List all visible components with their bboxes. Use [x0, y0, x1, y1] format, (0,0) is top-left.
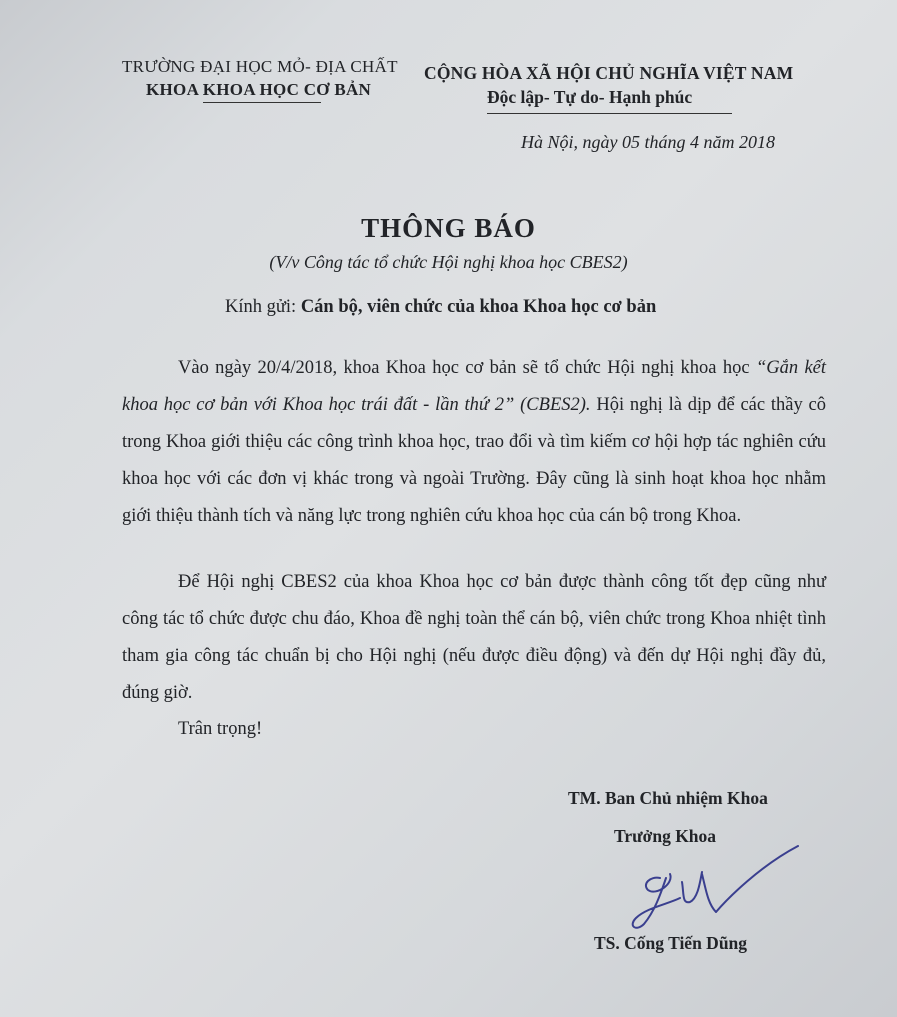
- national-title: CỘNG HÒA XÃ HỘI CHỦ NGHĨA VIỆT NAM: [424, 63, 794, 83]
- recipient-line: [225, 297, 656, 318]
- recipient-name: Cán bộ, viên chức của khoa Khoa học cơ bản: [300, 297, 657, 317]
- body-paragraph-2: [122, 564, 826, 712]
- faculty-name: KHOA KHOA HỌC CƠ BẢN: [146, 80, 372, 99]
- paragraph-1-rest: Hội nghị là dịp để các thầy cô trong Khoa giới thiệu các công trình khoa học, trao đổi và tìm kiếm cơ hội hợp tác nghiên cứu khoa học với các đơn vị khác trong và ngoài Trường. Đây cũng là sinh hoạt khoa học nhằm giới thiệu thành tích và năng lực trong nghiên cứu khoa học của cán bộ trong Khoa.: [122, 395, 827, 526]
- notice-subject: (V/v Công tác tổ chức Hội nghị khoa học CBES2): [269, 252, 628, 272]
- faculty-underline: [203, 102, 321, 103]
- school-name: TRƯỜNG ĐẠI HỌC MỎ- ĐỊA CHẤT: [122, 57, 398, 76]
- motto-underline: [487, 113, 732, 114]
- recipient-label: Kính gửi:: [225, 297, 297, 317]
- paragraph-1-intro: Vào ngày 20/4/2018, khoa Khoa học cơ bản sẽ tổ chức Hội nghị khoa học: [178, 358, 750, 378]
- closing-remark: Trân trọng!: [178, 719, 263, 739]
- signatory-on-behalf: TM. Ban Chủ nhiệm Khoa: [568, 788, 768, 808]
- paragraph-2-text: Để Hội nghị CBES2 của khoa Khoa học cơ bản được thành công tốt đẹp cũng như công tác tổ chức được chu đáo, Khoa đề nghị toàn thể cán bộ, viên chức trong Khoa nhiệt tình tham gia công tác chuẩn bị cho Hội nghị (nếu được điều động) và đến dự Hội nghị đầy đủ, đúng giờ.: [122, 572, 826, 703]
- notice-title: THÔNG BÁO: [361, 213, 536, 243]
- signatory-name: TS. Cống Tiến Dũng: [594, 933, 748, 953]
- place-date: Hà Nội, ngày 05 tháng 4 năm 2018: [521, 132, 775, 152]
- handwritten-signature: [620, 838, 810, 938]
- conference-name: “Gắn kết khoa học cơ bản với Khoa học trái đất - lần thứ 2” (CBES2).: [122, 358, 827, 415]
- national-motto: Độc lập- Tự do- Hạnh phúc: [487, 87, 693, 107]
- signatory-title: Trưởng Khoa: [614, 826, 717, 846]
- body-paragraph-1: [122, 350, 826, 535]
